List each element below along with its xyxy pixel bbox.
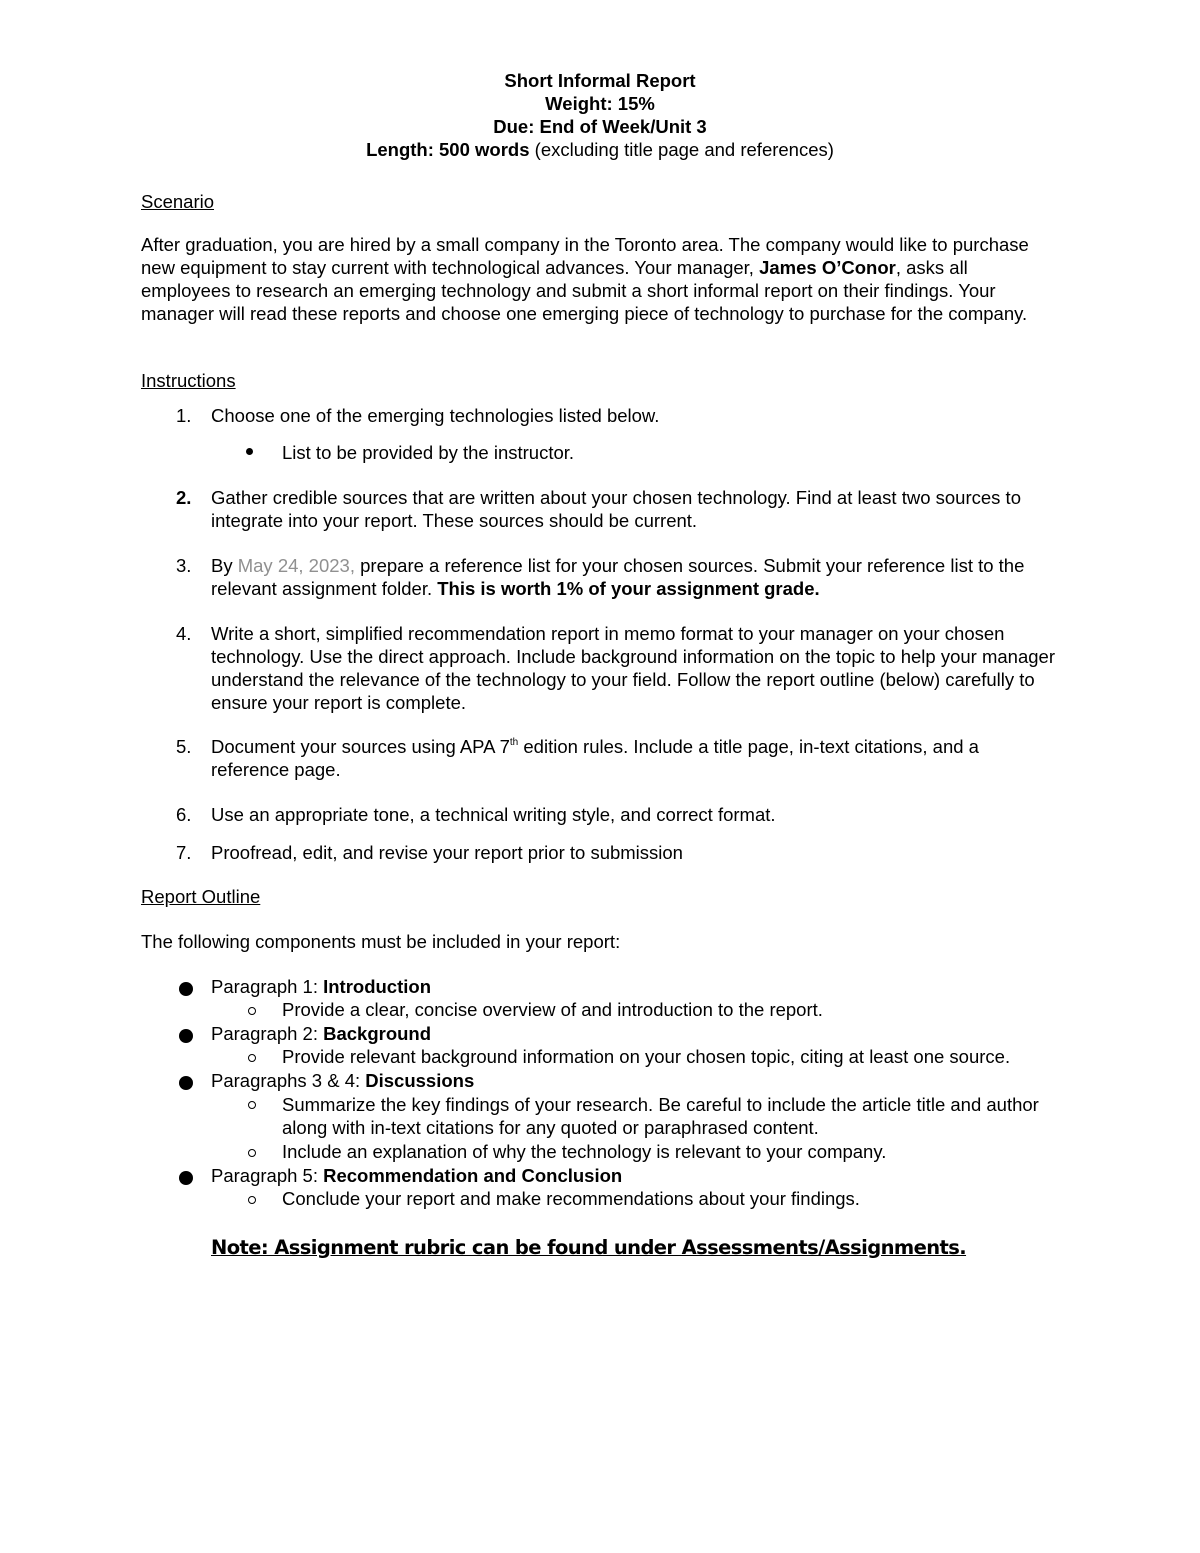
- item-number: 2.: [176, 487, 192, 508]
- item-number: 5.: [176, 736, 192, 757]
- circle-bullet-icon: [248, 1054, 256, 1062]
- outline-subitem: Summarize the key findings of your research. Be careful to include the article title and author along with in-text citations for any quoted or paraphrased content.: [282, 1094, 1039, 1138]
- instruction-item-1: Choose one of the emerging technologies listed below.: [211, 405, 660, 426]
- circle-bullet-icon: [248, 1149, 256, 1157]
- outline-intro: The following components must be included in your report:: [141, 931, 621, 952]
- bullet-icon: [246, 448, 253, 455]
- outline-item-5: Paragraph 5: Recommendation and Conclusion: [211, 1165, 623, 1186]
- weight-line: Weight: 15%: [545, 93, 655, 114]
- length-line: Length: 500 words (excluding title page and references): [366, 139, 834, 160]
- instruction-item-7: Proofread, edit, and revise your report prior to submission: [211, 842, 683, 863]
- instruction-item-2: Gather credible sources that are written about your chosen technology. Find at least two sources to integrate into your report. These sources should be current.: [211, 487, 1021, 531]
- item-number: 7.: [176, 842, 192, 863]
- due-line: Due: End of Week/Unit 3: [493, 116, 707, 137]
- outline-item-1: Paragraph 1: Introduction: [211, 976, 432, 997]
- bullet-icon: [179, 1076, 193, 1090]
- doc-title: Short Informal Report: [504, 70, 696, 91]
- item-number: 3.: [176, 555, 192, 576]
- outline-subitem: Conclude your report and make recommendations about your findings.: [282, 1188, 860, 1209]
- circle-bullet-icon: [248, 1196, 256, 1204]
- outline-heading: Report Outline: [141, 886, 261, 907]
- bullet-icon: [179, 1029, 193, 1043]
- rubric-note: Note: Assignment rubric can be found under Assessments/Assignments.: [211, 1236, 967, 1259]
- instruction-item-5: Document your sources using APA 7th edition rules. Include a title page, in-text citations, and a reference page.: [211, 736, 979, 780]
- outline-item-2: Paragraph 2: Background: [211, 1023, 432, 1044]
- scenario-heading: Scenario: [141, 191, 215, 212]
- outline-item-3: Paragraphs 3 & 4: Discussions: [211, 1070, 475, 1091]
- bullet-icon: [179, 982, 193, 996]
- instruction-item-3: By May 24, 2023, prepare a reference list for your chosen sources. Submit your reference list to the relevant assignment folder. This is worth 1% of your assignment grade.: [211, 555, 1025, 599]
- outline-subitem: Provide relevant background information on your chosen topic, citing at least one source.: [282, 1046, 1011, 1067]
- outline-subitem: Include an explanation of why the technology is relevant to your company.: [282, 1141, 887, 1162]
- outline-subitem: Provide a clear, concise overview of and introduction to the report.: [282, 999, 823, 1020]
- instruction-subitem: List to be provided by the instructor.: [282, 442, 575, 463]
- circle-bullet-icon: [248, 1007, 256, 1015]
- instructions-heading: Instructions: [141, 370, 236, 391]
- deadline-date: May 24, 2023,: [237, 555, 355, 576]
- instruction-item-4: Write a short, simplified recommendation report in memo format to your manager on your chosen technology. Use the direct approach. Include background information on the topic to help your manager understand the relevance of the technology to your field. Follow the report outline (below) carefully to ensure your report is complete.: [211, 623, 1055, 713]
- circle-bullet-icon: [248, 1101, 256, 1109]
- item-number: 6.: [176, 804, 192, 825]
- item-number: 1.: [176, 405, 192, 426]
- instruction-item-6: Use an appropriate tone, a technical writing style, and correct format.: [211, 804, 776, 825]
- scenario-paragraph: After graduation, you are hired by a small company in the Toronto area. The company would like to purchase new equipment to stay current with technological advances. Your manager, James O’Conor, asks all employees to research an emerging technology and submit a short informal report on their findings. Your manager will read these reports and choose one emerging piece of technology to purchase for the company.: [141, 234, 1029, 324]
- item-number: 4.: [176, 623, 192, 644]
- bullet-icon: [179, 1171, 193, 1185]
